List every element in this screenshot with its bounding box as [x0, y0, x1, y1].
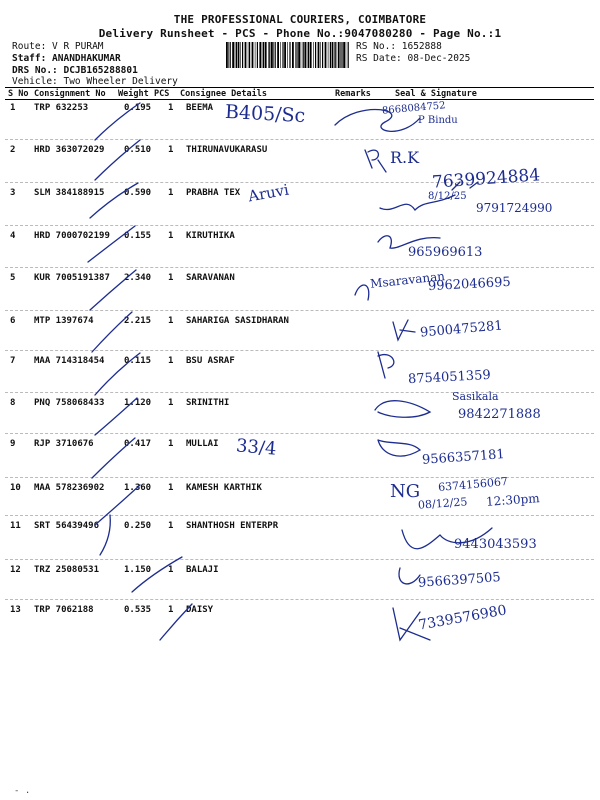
- row-consignment-no: SRT 56439496: [34, 521, 100, 531]
- row-sno: 5: [10, 273, 16, 283]
- tick-mark-row-2: [95, 140, 140, 180]
- handwritten-note-row-9: 33/4: [235, 435, 278, 460]
- col-header-sno: S No: [8, 89, 29, 99]
- tick-mark-row-4: [88, 226, 135, 262]
- col-header-consignee: Consignee Details: [180, 89, 267, 99]
- handwritten-note-row-1: B405/Sc: [224, 100, 306, 128]
- row-weight: 2.215: [124, 316, 152, 326]
- row-consignee: KIRUTHIKA: [186, 231, 235, 241]
- handwritten-phone-row-4: 965969613: [408, 245, 483, 260]
- tick-mark-row-11: [100, 515, 110, 555]
- signature-row-9: [378, 440, 420, 456]
- row-weight: 0.250: [124, 521, 152, 531]
- handwritten-time-row-10: 12:30pm: [485, 491, 541, 509]
- row-sno: 7: [10, 356, 16, 366]
- tick-mark-row-5: [90, 270, 136, 310]
- row-pcs: 1: [168, 565, 174, 575]
- col-header-weight: Weight: [118, 89, 149, 99]
- row-sno: 3: [10, 188, 16, 198]
- row-sno: 13: [10, 605, 21, 615]
- row-consignment-no: SLM 384188915: [34, 188, 105, 198]
- row-consignee: MULLAI: [186, 439, 219, 449]
- handwritten-phone-row-1: 8668084752: [381, 100, 446, 117]
- row-consignment-no: TRP 632253: [34, 103, 89, 113]
- row-pcs: 1: [168, 439, 174, 449]
- row-consignment-no: PNQ 758068433: [34, 398, 105, 408]
- tick-mark-row-13: [160, 604, 192, 640]
- route-label: Route: V R PURAM: [12, 41, 104, 52]
- row-pcs: 1: [168, 103, 174, 113]
- row-sno: 1: [10, 103, 16, 113]
- row-sno: 10: [10, 483, 21, 493]
- handwritten-note-row-3: Aruvi: [246, 180, 291, 206]
- rs-date: RS Date: 08-Dec-2025: [356, 53, 471, 64]
- tick-mark-row-1: [95, 103, 140, 140]
- row-sno: 8: [10, 398, 16, 408]
- row-consignee: BEEMA: [186, 103, 214, 113]
- row-consignee: PRABHA TEX: [186, 188, 241, 198]
- row-consignee: SARAVANAN: [186, 273, 235, 283]
- tick-mark-row-6: [92, 312, 132, 352]
- row-weight: 1.150: [124, 565, 152, 575]
- rs-number: RS No.: 1652888: [356, 41, 442, 52]
- footer-mark: - .: [14, 786, 31, 796]
- row-sno: 2: [10, 145, 16, 155]
- row-consignee: KAMESH KARTHIK: [186, 483, 262, 493]
- row-consignment-no: TRP 7062188: [34, 605, 94, 615]
- handwritten-name-row-5: Msaravanan: [369, 269, 446, 291]
- col-header-consignment: Consignment No: [34, 89, 106, 99]
- tick-mark-row-9: [92, 438, 135, 478]
- row-weight: 2.340: [124, 273, 152, 283]
- handwritten-name-row-8: Sasikala: [452, 390, 499, 403]
- handwritten-phone-row-2: 7639924884: [431, 165, 541, 193]
- signature-row-2: [365, 150, 386, 172]
- tick-mark-row-12: [132, 557, 182, 592]
- row-weight: 1.120: [124, 398, 152, 408]
- tick-mark-row-3: [90, 183, 138, 218]
- row-sno: 9: [10, 439, 16, 449]
- row-consignment-no: MTP 1397674: [34, 316, 94, 326]
- row-weight: 0.535: [124, 605, 152, 615]
- runsheet-title: Delivery Runsheet - PCS - Phone No.:9047080280 - Page No.:1: [98, 27, 502, 40]
- col-header-seal: Seal & Signature: [395, 89, 477, 99]
- row-weight: 0.590: [124, 188, 152, 198]
- row-consignee: SRINITHI: [186, 398, 230, 408]
- row-pcs: 1: [168, 145, 174, 155]
- vehicle-label: Vehicle: Two Wheeler Delivery: [12, 76, 178, 87]
- handwritten-initial-row-2: R.K: [390, 148, 420, 167]
- row-pcs: 1: [168, 316, 174, 326]
- row-sno: 11: [10, 521, 21, 531]
- row-consignee: DAISY: [186, 605, 214, 615]
- row-weight: 0.417: [124, 439, 152, 449]
- row-consignment-no: TRZ 25080531: [34, 565, 100, 575]
- handwritten-phone-row-6: 9500475281: [419, 318, 504, 341]
- handwritten-phone-row-8: 9842271888: [458, 407, 541, 422]
- row-pcs: 1: [168, 483, 174, 493]
- col-header-remarks: Remarks: [335, 89, 371, 99]
- signature-row-6: [393, 320, 415, 340]
- row-consignment-no: HRD 7000702199: [34, 231, 110, 241]
- tick-mark-row-7: [95, 353, 140, 395]
- row-consignee: BALAJI: [186, 565, 219, 575]
- handwritten-phone-row-9: 9566357181: [421, 447, 506, 468]
- row-consignment-no: MAA 714318454: [34, 356, 105, 366]
- handwritten-extra-row-1: P Bindu: [418, 115, 458, 126]
- row-consignee: SAHARIGA SASIDHARAN: [186, 316, 289, 326]
- drs-number: DRS No.: DCJB165288801: [12, 65, 138, 76]
- signature-row-5: [355, 285, 369, 300]
- row-sno: 6: [10, 316, 16, 326]
- row-pcs: 1: [168, 273, 174, 283]
- tick-mark-row-8: [95, 398, 137, 435]
- row-sno: 12: [10, 565, 21, 575]
- handwritten-phone-row-11: 9443043593: [454, 537, 537, 552]
- handwritten-phone-row-7: 8754051359: [407, 367, 492, 388]
- row-pcs: 1: [168, 188, 174, 198]
- handwritten-phone-row-10: 6374156067: [437, 474, 509, 495]
- row-weight: 1.360: [124, 483, 152, 493]
- col-header-pcs: PCS: [154, 89, 170, 99]
- row-weight: 0.115: [124, 356, 152, 366]
- handwritten-phone-row-13: 7339576980: [417, 602, 508, 634]
- row-sno: 4: [10, 231, 16, 241]
- row-consignee: THIRUNAVUKARASU: [186, 145, 268, 155]
- row-consignee: SHANTHOSH ENTERPR: [186, 521, 279, 531]
- handwritten-date-row-10: 08/12/25: [417, 495, 468, 512]
- row-consignment-no: RJP 3710676: [34, 439, 94, 449]
- row-weight: 0.195: [124, 103, 152, 113]
- staff-label: Staff: ANANDHAKUMAR: [12, 53, 121, 64]
- tick-mark-row-10: [95, 485, 140, 525]
- company-name: THE PROFESSIONAL COURIERS, COIMBATORE: [173, 13, 427, 26]
- handwritten-phone-row-3: 9791724990: [476, 201, 553, 215]
- row-weight: 0.155: [124, 231, 152, 241]
- row-pcs: 1: [168, 521, 174, 531]
- row-consignment-no: MAA 578236902: [34, 483, 105, 493]
- handwritten-date-row-3: 8/12/25: [428, 191, 467, 202]
- handwritten-phone-row-5: 9962046695: [427, 274, 512, 295]
- row-weight: 0.510: [124, 145, 152, 155]
- signature-row-7: [378, 352, 394, 378]
- handwritten-phone-row-12: 9566397505: [417, 570, 502, 591]
- row-consignee: BSU ASRAF: [186, 356, 235, 366]
- row-consignment-no: HRD 363072029: [34, 145, 105, 155]
- row-pcs: 1: [168, 231, 174, 241]
- signature-row-8: [375, 401, 430, 418]
- row-pcs: 1: [168, 356, 174, 366]
- row-consignment-no: KUR 7005191387: [34, 273, 110, 283]
- row-pcs: 1: [168, 605, 174, 615]
- row-pcs: 1: [168, 398, 174, 408]
- handwritten-mark-row-10: NG: [390, 481, 421, 502]
